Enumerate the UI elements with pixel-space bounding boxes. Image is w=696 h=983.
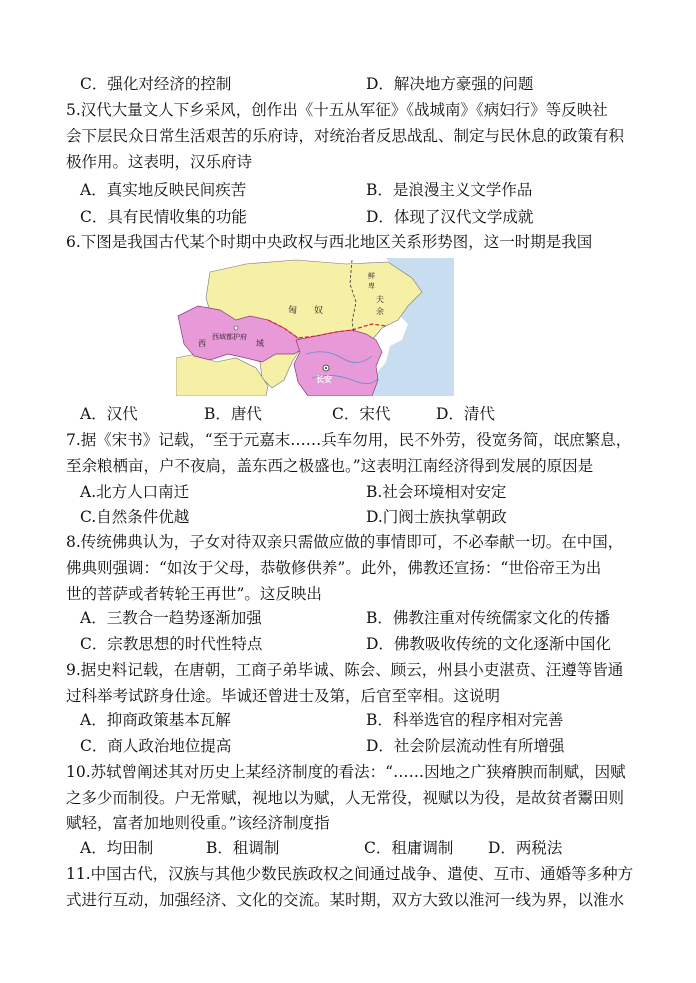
q7-stem-line-2: 至余粮栖亩，户不夜扃，盖东西之极盛也。”这表明江南经济得到发展的原因是 [66,457,594,475]
q7-stem-line-1: 7.据《宋书》记载，“至于元嘉末……兵车勿用，民不外劳，役宽务简，氓庶繁息， [66,431,632,449]
label-fuyu-1: 夫 [376,295,384,304]
q10-option-a: A．均田制 [80,839,154,857]
q7-option-d: D.门阀士族执掌朝政 [366,508,507,526]
q5-option-c: C．具有民情收集的功能 [80,208,247,226]
q6-stem-line: 6.下图是我国古代某个时期中央政权与西北地区关系形势图，这一时期是我国 [66,233,593,251]
q10-option-b: B．租调制 [206,839,280,857]
q8-option-b: B．佛教注重对传统儒家文化的传播 [366,609,610,627]
label-protectorate: 西域都护府 [212,333,247,341]
q9-stem-line-2: 过科举考试跻身仕途。毕诚还曾进士及第，后官至宰相。这说明 [66,687,501,705]
label-xiongnu-2: 奴 [314,306,324,316]
q7-option-c: C.自然条件优越 [80,508,190,526]
protectorate-seat-icon [234,326,238,330]
q10-option-d: D．两税法 [488,839,563,857]
q10-stem-line-2: 之多少而制役。户无常赋，视地以为赋，人无常役，视赋以为役，是故贫者鬻田则 [66,789,625,807]
q8-option-d: D．佛教吸收传统的文化逐渐中国化 [366,635,611,653]
q10-option-c: C．租庸调制 [364,839,454,857]
q5-stem-line-3: 极作用。这表明，汉乐府诗 [66,153,253,171]
q9-option-c: C．商人政治地位提高 [80,737,232,755]
q10-stem-line-3: 赋轻，富者加地则役重。”该经济制度指 [66,814,330,832]
q8-stem-line-1: 8.传统佛典认为，子女对待双亲只需做应做的事情即可，不必奉献一切。在中国， [66,533,624,551]
capital-dot-icon [325,367,327,369]
label-xiongnu-1: 匈 [288,306,298,316]
q11-stem-line-2: 式进行互动，加强经济、文化的交流。某时期，双方大致以淮河一线为界，以淮水 [66,891,625,909]
q8-option-c: C．宗教思想的时代性特点 [80,635,263,653]
q6-option-a: A．汉代 [80,405,138,423]
q9-option-a: A．抑商政策基本瓦解 [80,711,231,729]
label-changan: 长安 [316,375,332,384]
central-dynasty [294,330,382,396]
q8-stem-line-3: 世的菩萨或者转轮王再世”。这反映出 [66,585,322,603]
q5-option-d: D．体现了汉代文学成就 [366,208,534,226]
q6-option-d: D．清代 [436,405,495,423]
q11-stem-line-1: 11.中国古代，汉族与其他少数民族政权之间通过战争、遣使、互市、通婚等多种方 [66,865,634,883]
q7-option-a: A.北方人口南迁 [80,483,190,501]
q9-option-b: B．科举选官的程序相对完善 [366,711,564,729]
historical-map [176,258,454,396]
q8-stem-line-2: 佛典则强调：“如汝于父母，恭敬修供养”。此外，佛教还宣扬：“世俗帝王为出 [66,559,602,577]
q6-option-c: C．宋代 [332,405,391,423]
q5-stem-line-1: 5.汉代大量文人下乡采风，创作出《十五从军征》《战城南》《病妇行》等反映社 [66,101,608,119]
q5-option-a: A．真实地反映民间疾苦 [80,181,247,199]
label-xianbei-1: 鲜 [368,272,375,280]
q5-option-b: B．是浪漫主义文学作品 [366,181,533,199]
label-xianbei-2: 卑 [368,282,375,290]
q9-stem-line-1: 9.据史料记载，在唐朝，工商子弟毕诚、陈会、顾云，州县小吏湛贲、汪遵等皆通 [66,661,624,679]
q5-stem-line-2: 会下层民众日常生活艰苦的乐府诗，对统治者反思战乱、制定与民休息的政策有积 [66,127,625,145]
label-yu: 域 [256,339,264,348]
label-fuyu-2: 余 [376,307,384,316]
q7-option-b: B.社会环境相对安定 [366,483,507,501]
q4-option-d: D．解决地方豪强的问题 [366,75,534,93]
q6-option-b: B．唐代 [204,405,262,423]
label-xi: 西 [198,339,206,348]
q4-option-c: C．强化对经济的控制 [80,75,232,93]
q9-option-d: D．社会阶层流动性有所增强 [366,737,565,755]
q8-option-a: A．三教合一趋势逐渐加强 [80,609,262,627]
q10-stem-line-1: 10.苏轼曾阐述其对历史上某经济制度的看法：“……因地之广狭瘠腴而制赋，因赋 [66,763,626,781]
